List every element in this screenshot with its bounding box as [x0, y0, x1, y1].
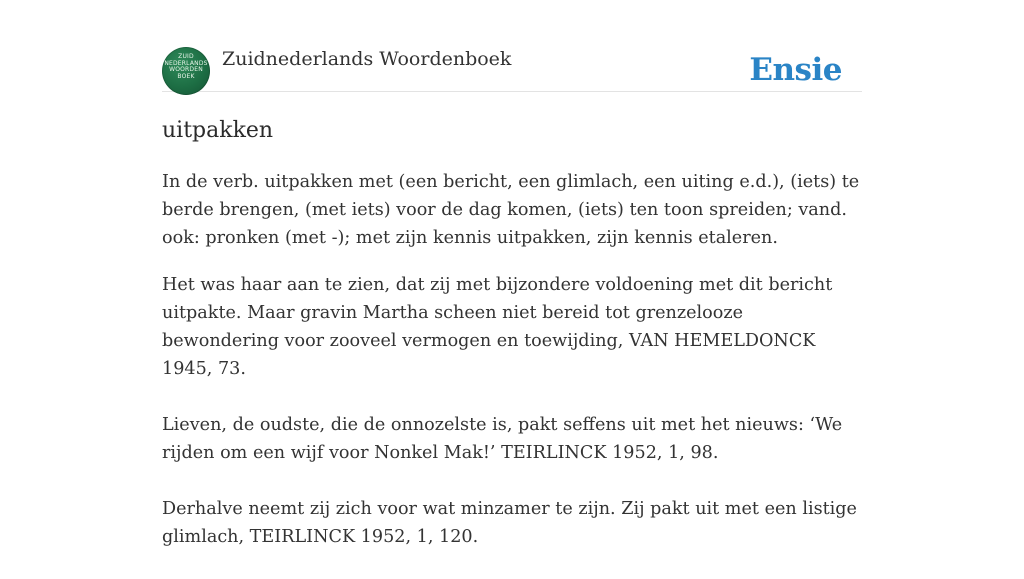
logo-line: ZUID — [178, 53, 194, 60]
citation-quote: Derhalve neemt zij zich voor wat minzamer te zijn. Zij pakt uit met een listige glimlach, TEIRLINCK 1952, 1, 120. — [162, 499, 857, 547]
logo-line: BOEK — [177, 72, 195, 80]
page — [162, 0, 862, 547]
logo-line: WOORDEN — [169, 66, 203, 74]
citation-quote: Het was haar aan te zien, dat zij met bijzondere voldoening met dit bericht uitpakte. Maar gravin Martha scheen niet bereid tot grenzelooze bewondering voor zooveel vermogen en toewijding, VAN HEMELDONCK 1945, 73. — [162, 275, 833, 379]
site-logo[interactable] — [162, 47, 210, 95]
citation-quote: Lieven, de oudste, die de onnozelste is, pakt seffens uit met het nieuws: ‘We rijden om een wijf voor Nonkel Mak!’ TEIRLINCK 1952, 1, 98. — [162, 415, 843, 463]
entry-definition: In de verb. uitpakken met (een bericht, een glimlach, een uiting e.d.), (iets) te berde brengen, (met iets) voor de dag komen, (iets) ten toon spreiden; vand. ook: pronken (met -); met zijn kennis uitpakken, zijn kennis etaleren. — [162, 172, 860, 248]
ensie-brand-link[interactable]: Ensie — [749, 52, 842, 88]
logo-text — [162, 54, 210, 80]
site-header — [162, 44, 862, 92]
logo-line: NEDERLANDS — [164, 59, 208, 67]
site-name-link[interactable]: Zuidnederlands Woordenboek — [222, 48, 512, 70]
entry-headword: uitpakken — [162, 118, 274, 143]
entry-content — [162, 168, 862, 579]
